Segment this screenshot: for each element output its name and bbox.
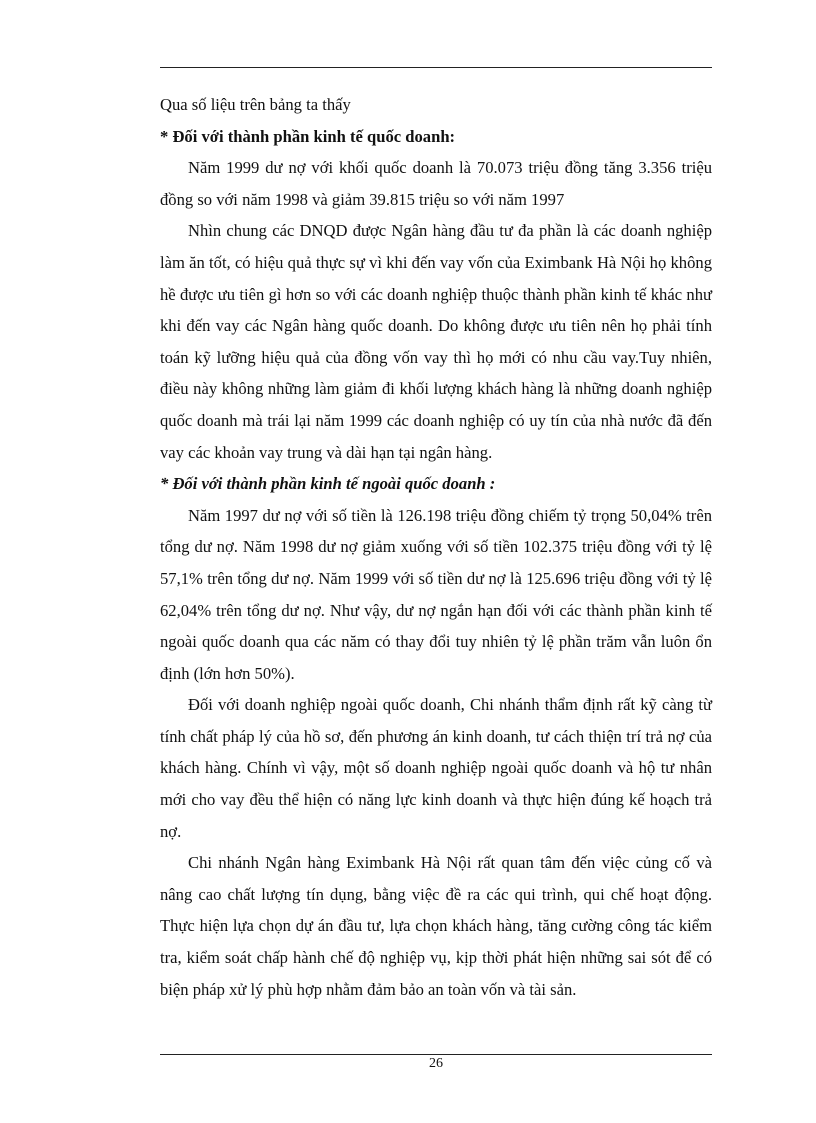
footer-rule: [160, 1054, 712, 1055]
paragraph-non-state-figures: Năm 1997 dư nợ với số tiền là 126.198 triệu đồng chiếm tỷ trọng 50,04% trên tổng dư nợ. Năm 1998 dư nợ giảm xuống với số tiền 102.375 triệu đồng với tỷ lệ 57,1% trên tổng dư nợ. Năm 1999 với số tiền dư nợ là 125.696 triệu đồng với tỷ lệ 62,04% trên tổng dư nợ. Như vậy, dư nợ ngắn hạn đối với các thành phần kinh tế ngoài quốc doanh qua các năm có thay đổi tuy nhiên tỷ lệ phần trăm vẫn luôn ổn định (lớn hơn 50%).: [160, 505, 712, 683]
header-rule: [160, 67, 712, 68]
section-heading-state-owned: * Đối với thành phần kinh tế quốc doanh:: [160, 126, 456, 146]
paragraph-non-state-appraisal: Đối với doanh nghiệp ngoài quốc doanh, Chi nhánh thẩm định rất kỹ càng từ tính chất pháp lý của hồ sơ, đến phương án kinh doanh, tư cách thiện trí trả nợ của khách hàng. Chính vì vậy, một số doanh nghiệp ngoài quốc doanh và hộ tư nhân mới cho vay đều thể hiện có năng lực kinh doanh và thực hiện đúng kế hoạch trả nợ.: [160, 695, 712, 841]
paragraph-dnqd-overview: Nhìn chung các DNQD được Ngân hàng đầu tư đa phần là các doanh nghiệp làm ăn tốt, có hiệu quả thực sự vì khi đến vay vốn của Eximbank Hà Nội họ không hề được ưu tiên gì hơn so với các doanh nghiệp thuộc thành phần kinh tế khác như khi đến vay các Ngân hàng quốc doanh. Do không được ưu tiên nên họ phải tính toán kỹ lưỡng hiệu quả của đồng vốn vay thì họ mới có nhu cầu vay.Tuy nhiên, điều này không những làm giảm đi khối lượng khách hàng là những doanh nghiệp quốc doanh mà trái lại năm 1999 các doanh nghiệp có uy tín của nhà nước đã đến vay các khoản vay trung và dài hạn tại ngân hàng.: [160, 221, 712, 462]
page-body: [160, 89, 712, 1005]
paragraph-state-owned-1999: Năm 1999 dư nợ với khối quốc doanh là 70.073 triệu đồng tăng 3.356 triệu đồng so với năm 1998 và giảm 39.815 triệu so với năm 1997: [160, 158, 712, 209]
page-number: 26: [429, 1056, 443, 1071]
intro-line: Qua số liệu trên bảng ta thấy: [160, 95, 351, 114]
paragraph-credit-quality: Chi nhánh Ngân hàng Eximbank Hà Nội rất quan tâm đến việc củng cố và nâng cao chất lượng tín dụng, bằng việc đề ra các qui trình, qui chế hoạt động. Thực hiện lựa chọn dự án đầu tư, lựa chọn khách hàng, tăng cường công tác kiểm tra, kiểm soát chấp hành chế độ nghiệp vụ, kịp thời phát hiện những sai sót để có biện pháp xử lý phù hợp nhằm đảm bảo an toàn vốn và tài sản.: [160, 853, 712, 999]
section-heading-non-state: * Đối với thành phần kinh tế ngoài quốc doanh :: [160, 474, 496, 494]
